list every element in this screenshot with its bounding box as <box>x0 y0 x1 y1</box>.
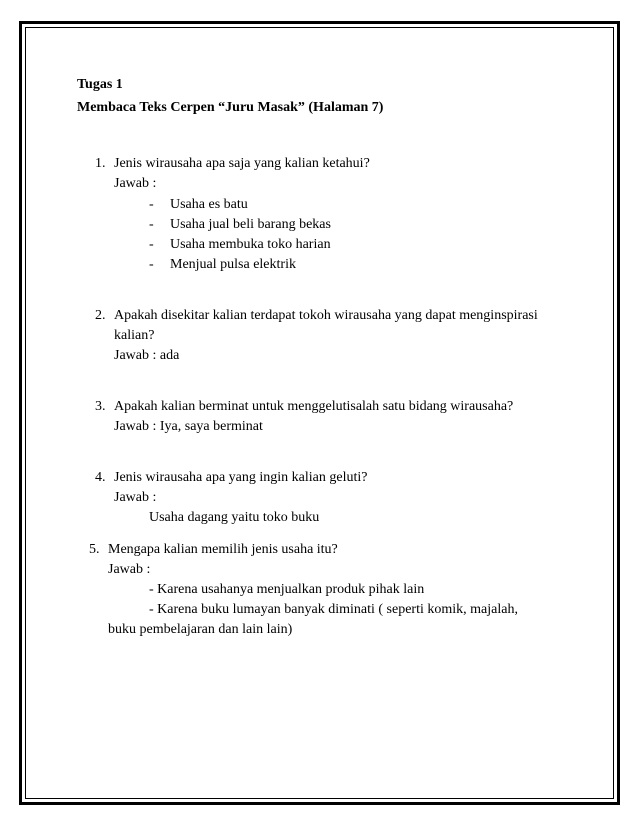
question-number: 2. <box>95 308 106 323</box>
bullet-dash: - <box>149 237 154 252</box>
answer-bullet: Usaha jual beli barang bekas <box>170 217 331 232</box>
question-number: 4. <box>95 470 106 485</box>
bullet-dash: - <box>149 257 154 272</box>
answer-text: - Karena buku lumayan banyak diminati ( seperti komik, majalah, <box>149 602 518 617</box>
answer-bullet: Usaha es batu <box>170 197 248 212</box>
answer-text: Jawab : ada <box>114 348 180 363</box>
question-text: Apakah kalian berminat untuk menggelutisalah satu bidang wirausaha? <box>114 399 514 414</box>
answer-label: Jawab : <box>114 490 157 505</box>
question-number: 5. <box>89 542 100 557</box>
answer-label: Jawab : <box>114 176 157 191</box>
question-text-continued: kalian? <box>114 328 155 343</box>
question-text: Mengapa kalian memilih jenis usaha itu? <box>108 542 338 557</box>
question-text: Jenis wirausaha apa saja yang kalian ketahui? <box>114 156 370 171</box>
answer-text: - Karena usahanya menjualkan produk pihak lain <box>149 582 425 597</box>
answer-bullet: Usaha membuka toko harian <box>170 237 331 252</box>
bullet-dash: - <box>149 217 154 232</box>
question-number: 3. <box>95 399 106 414</box>
answer-text: Jawab : Iya, saya berminat <box>114 419 263 434</box>
bullet-dash: - <box>149 197 154 212</box>
task-title: Tugas 1 <box>77 77 123 92</box>
document-subtitle: Membaca Teks Cerpen “Juru Masak” (Halaman 7) <box>77 100 384 115</box>
question-text: Apakah disekitar kalian terdapat tokoh wirausaha yang dapat menginspirasi <box>114 308 538 323</box>
question-text: Jenis wirausaha apa yang ingin kalian geluti? <box>114 470 368 485</box>
question-number: 1. <box>95 156 106 171</box>
answer-label: Jawab : <box>108 562 151 577</box>
answer-text: Usaha dagang yaitu toko buku <box>149 510 320 525</box>
answer-bullet: Menjual pulsa elektrik <box>170 257 296 272</box>
answer-text-continued: buku pembelajaran dan lain lain) <box>108 622 293 637</box>
